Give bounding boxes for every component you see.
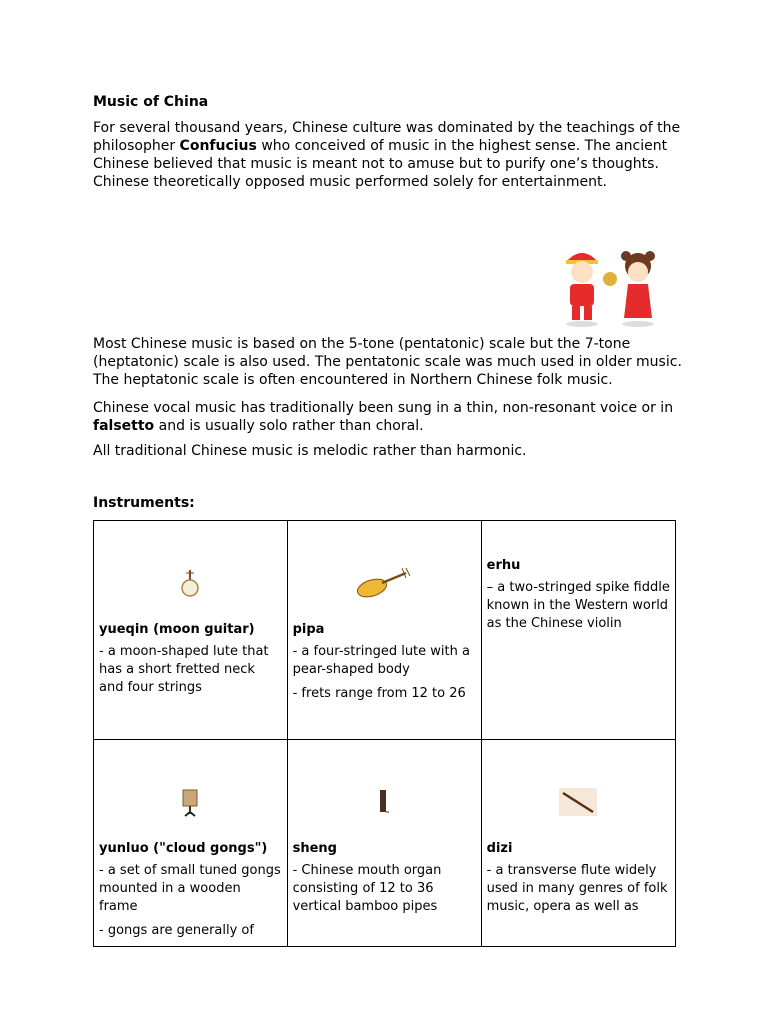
instrument-cell-yueqin	[94, 521, 288, 740]
instrument-cell-sheng	[287, 740, 481, 947]
melodic-paragraph: All traditional Chinese music is melodic rather than harmonic.	[93, 443, 527, 459]
instrument-name: yunluo ("cloud gongs")	[99, 841, 268, 856]
instrument-desc: - gongs are generally of	[99, 923, 254, 938]
instrument-desc: - Chinese mouth organ consisting of 12 to 36 vertical bamboo pipes	[292, 863, 442, 914]
instrument-name: erhu	[486, 558, 521, 573]
instrument-desc: - a four-stringed lute with a pear-shaped body	[292, 644, 470, 677]
text: Chinese vocal music has traditionally been sung in a thin, non-resonant voice or in	[93, 400, 674, 416]
text: who conceived of music in the highest sense. The ancient Chinese believed that music is meant not to amuse but to purify one’s thoughts. Chinese theoretically opposed music performed solely for entertainment.	[93, 138, 668, 190]
instrument-name: yueqin (moon guitar)	[99, 622, 255, 637]
instruments-heading: Instruments:	[93, 495, 195, 511]
yunluo-image	[180, 787, 200, 817]
sheng-image	[378, 788, 390, 816]
text: and is usually solo rather than choral.	[154, 418, 424, 434]
instrument-cell-pipa	[287, 521, 481, 740]
yueqin-image	[180, 568, 200, 598]
instruments-table	[93, 520, 676, 947]
falsetto-bold: falsetto	[93, 418, 155, 434]
instrument-name: dizi	[486, 841, 513, 856]
text: For several thousand years, Chinese culture was dominated by the teachings of the philosopher	[93, 120, 681, 154]
instrument-desc: - a set of small tuned gongs mounted in a wooden frame	[99, 863, 281, 914]
instrument-desc: – a two-stringed spike fiddle known in the Western world as the Chinese violin	[486, 580, 670, 631]
confucius-bold: Confucius	[179, 138, 257, 154]
scale-paragraph: Most Chinese music is based on the 5-tone (pentatonic) scale but the 7-tone (heptatonic) scale is also used. The pentatonic scale was much used in older music. The heptatonic scale is often encountered in Northern Chinese folk music.	[93, 336, 682, 388]
pipa-image	[356, 567, 412, 599]
instrument-desc: - a moon-shaped lute that has a short fretted neck and four strings	[99, 644, 269, 695]
instrument-cell-erhu	[481, 521, 675, 740]
dizi-image	[559, 788, 597, 816]
instrument-desc: - a transverse flute widely used in many genres of folk music, opera as well as	[486, 863, 668, 914]
chinese-children-illustration	[558, 244, 668, 328]
instrument-cell-yunluo	[94, 740, 288, 947]
instrument-desc: - frets range from 12 to 26	[292, 686, 466, 701]
instrument-name: sheng	[292, 841, 337, 856]
page-title: Music of China	[93, 94, 209, 110]
intro-paragraph	[93, 119, 683, 191]
instrument-name: pipa	[292, 622, 325, 637]
instrument-cell-dizi	[481, 740, 675, 947]
vocal-paragraph	[93, 399, 683, 435]
